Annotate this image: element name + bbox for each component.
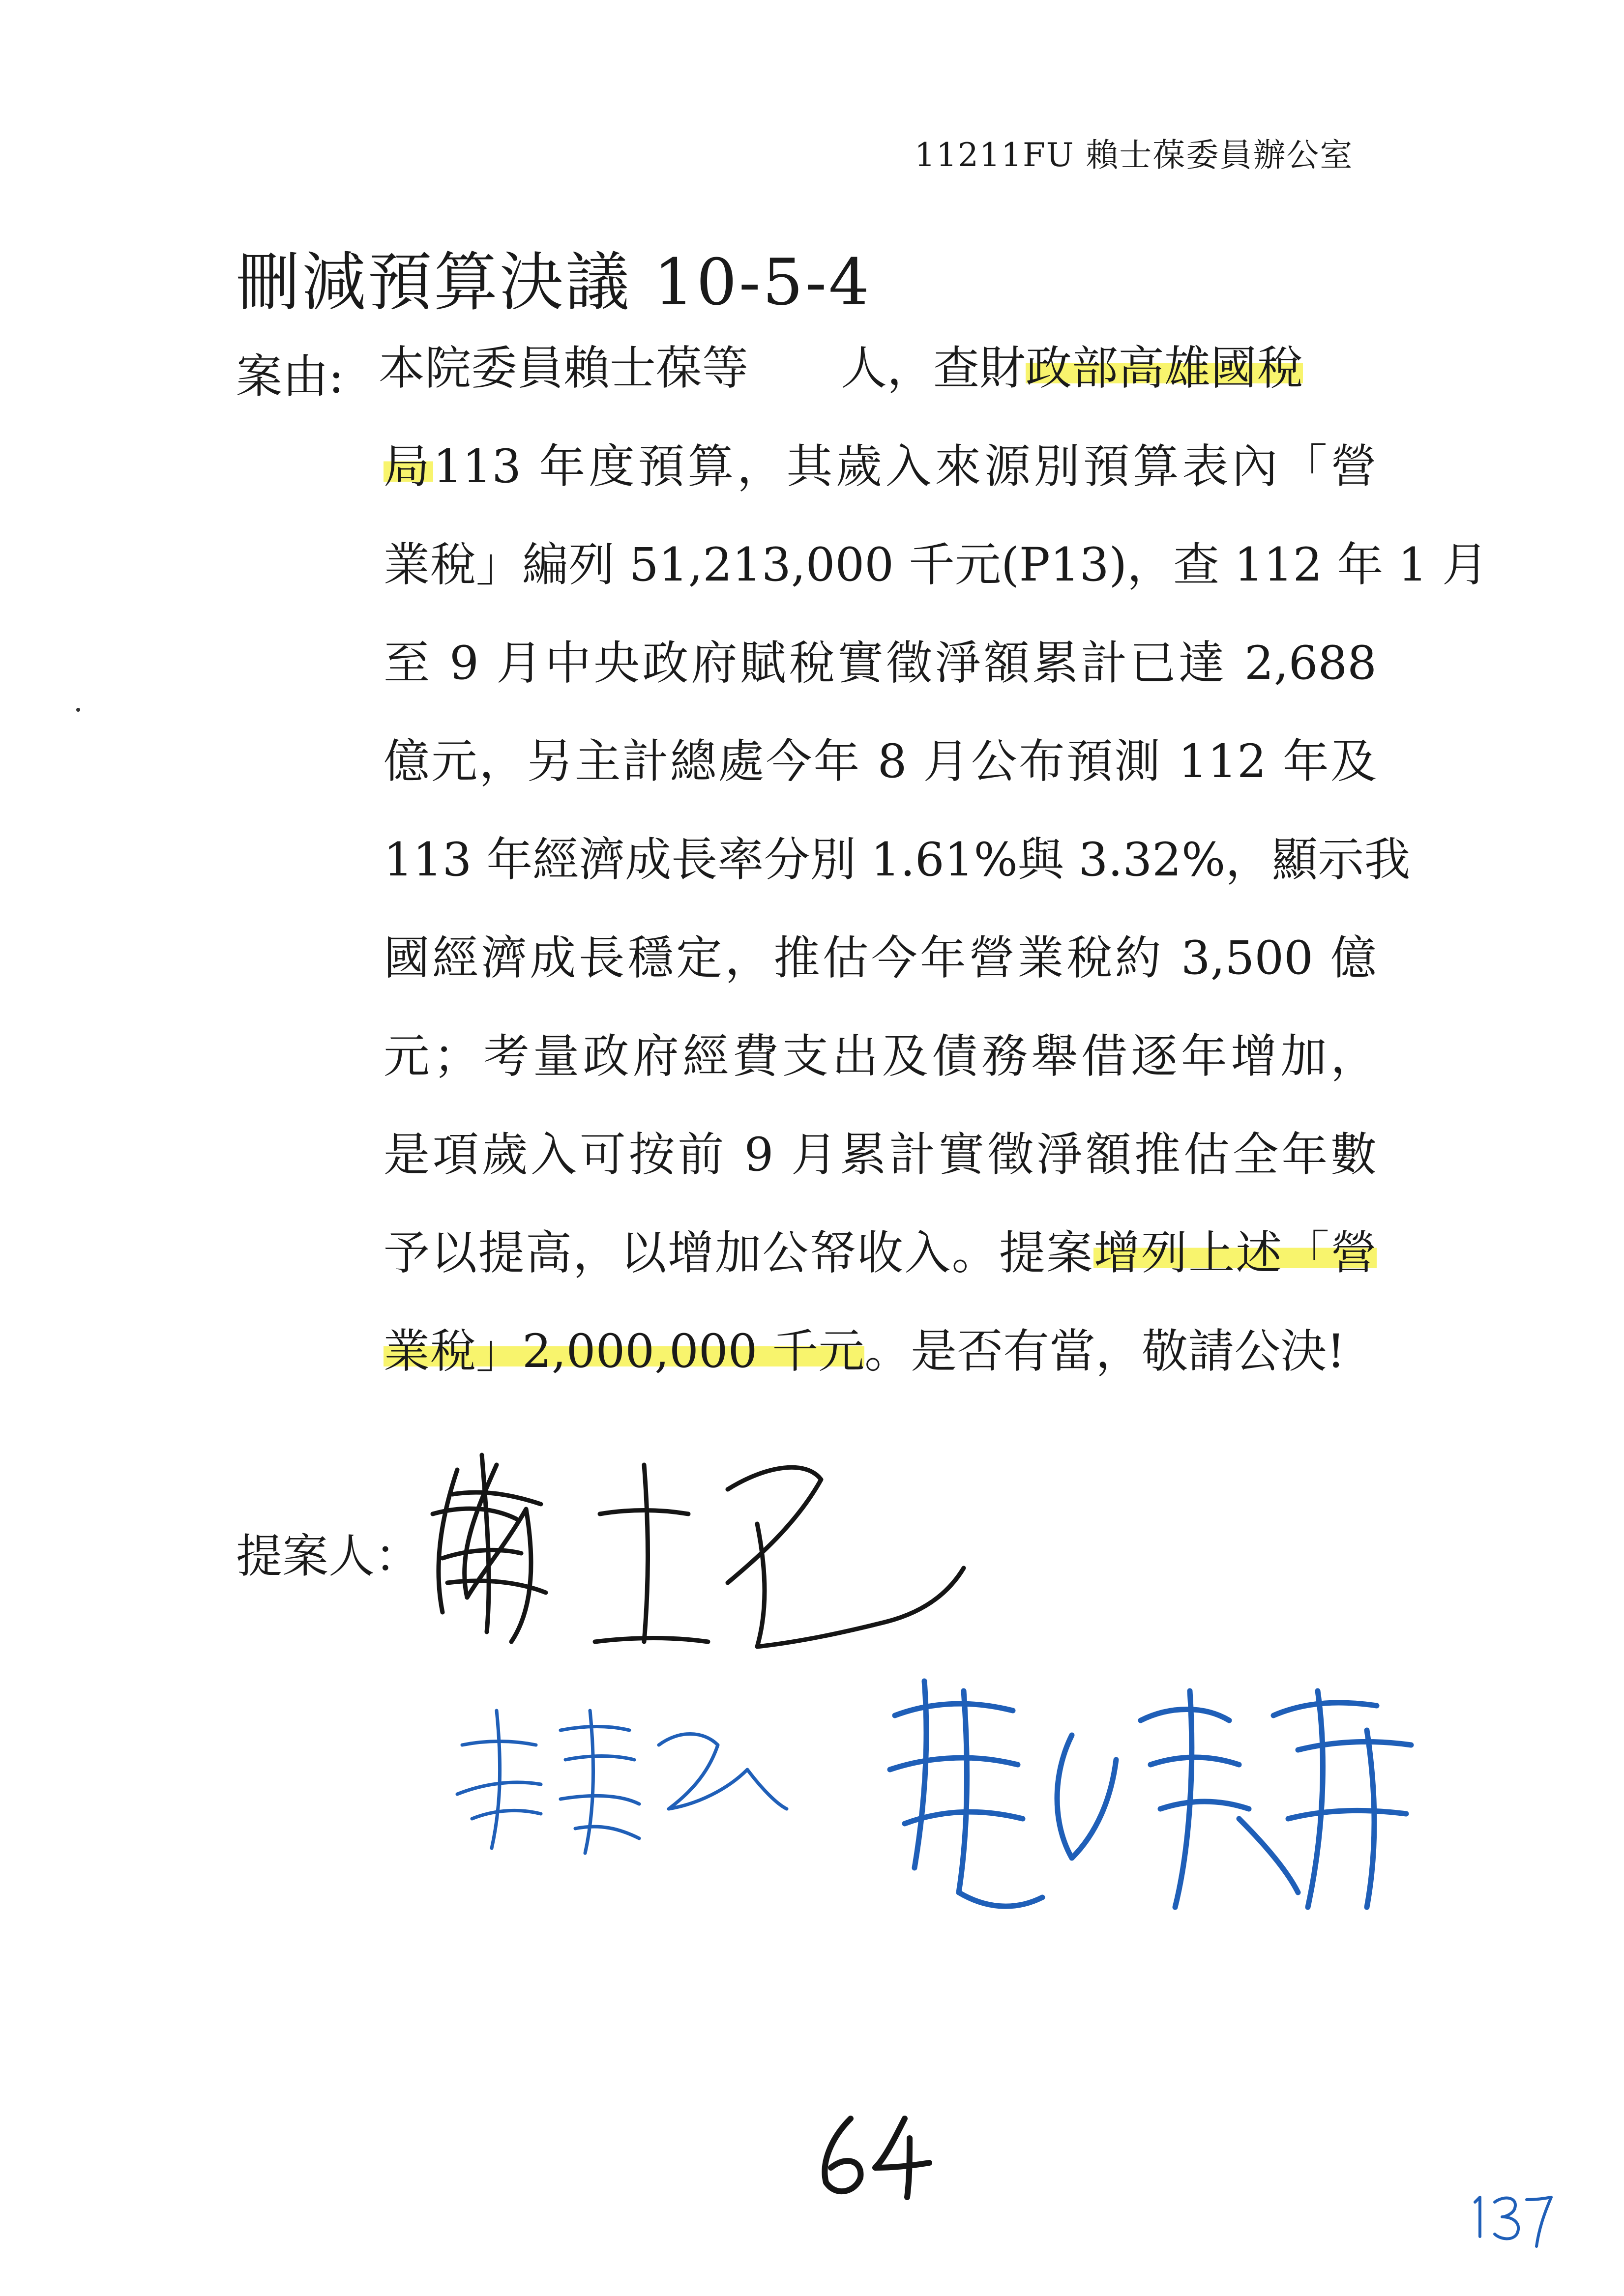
proposer-label: 提案人： [236,1530,421,1583]
handwritten-stamp-number [1465,2182,1554,2251]
cause-line: 113 年經濟成長率分別 1.61%與 3.32%，顯示我 [384,833,1411,887]
cause-line: 本院委員賴士葆等 人，查財政部高雄國稅 [379,342,1303,395]
cause-line: 至 9 月中央政府賦稅實徵淨額累計已達 2,688 [384,637,1377,690]
office-header: 11211FU 賴士葆委員辦公室 [915,136,1354,174]
cause-label: 案由: [236,350,344,404]
highlight-mark: 局 [384,440,433,494]
signature-lee [443,1691,797,1868]
signature-fei [865,1661,1436,1937]
cause-line: 元；考量政府經費支出及債務舉借逐年增加， [384,1030,1377,1083]
scan-speck [76,708,80,712]
cause-line: 局113 年度預算，其歲入來源別預算表內「營 [384,440,1377,494]
cause-line: 億元，另主計總處今年 8 月公布預測 112 年及 [384,735,1377,788]
highlight-mark: 業稅」2,000,000 千元 [384,1325,865,1378]
cause-line: 是項歲入可按前 9 月累計實徵淨額推估全年數 [384,1128,1377,1182]
highlight-mark: 政部高雄國稅 [1026,342,1303,395]
cause-line: 業稅」2,000,000 千元。是否有當，敬請公決! [384,1325,1346,1378]
cause-line: 業稅」編列 51,213,000 千元(P13)，查 112 年 1 月 [384,538,1488,592]
signature-lai [413,1435,974,1701]
highlight-mark: 增列上述「營 [1093,1226,1377,1280]
handwritten-page-number [806,2104,934,2202]
document-title: 刪減預算決議 10-5-4 [236,245,872,320]
cause-line: 國經濟成長穩定，推估今年營業稅約 3,500 億 [384,931,1377,985]
cause-line: 予以提高，以增加公帑收入。提案增列上述「營 [384,1226,1377,1280]
